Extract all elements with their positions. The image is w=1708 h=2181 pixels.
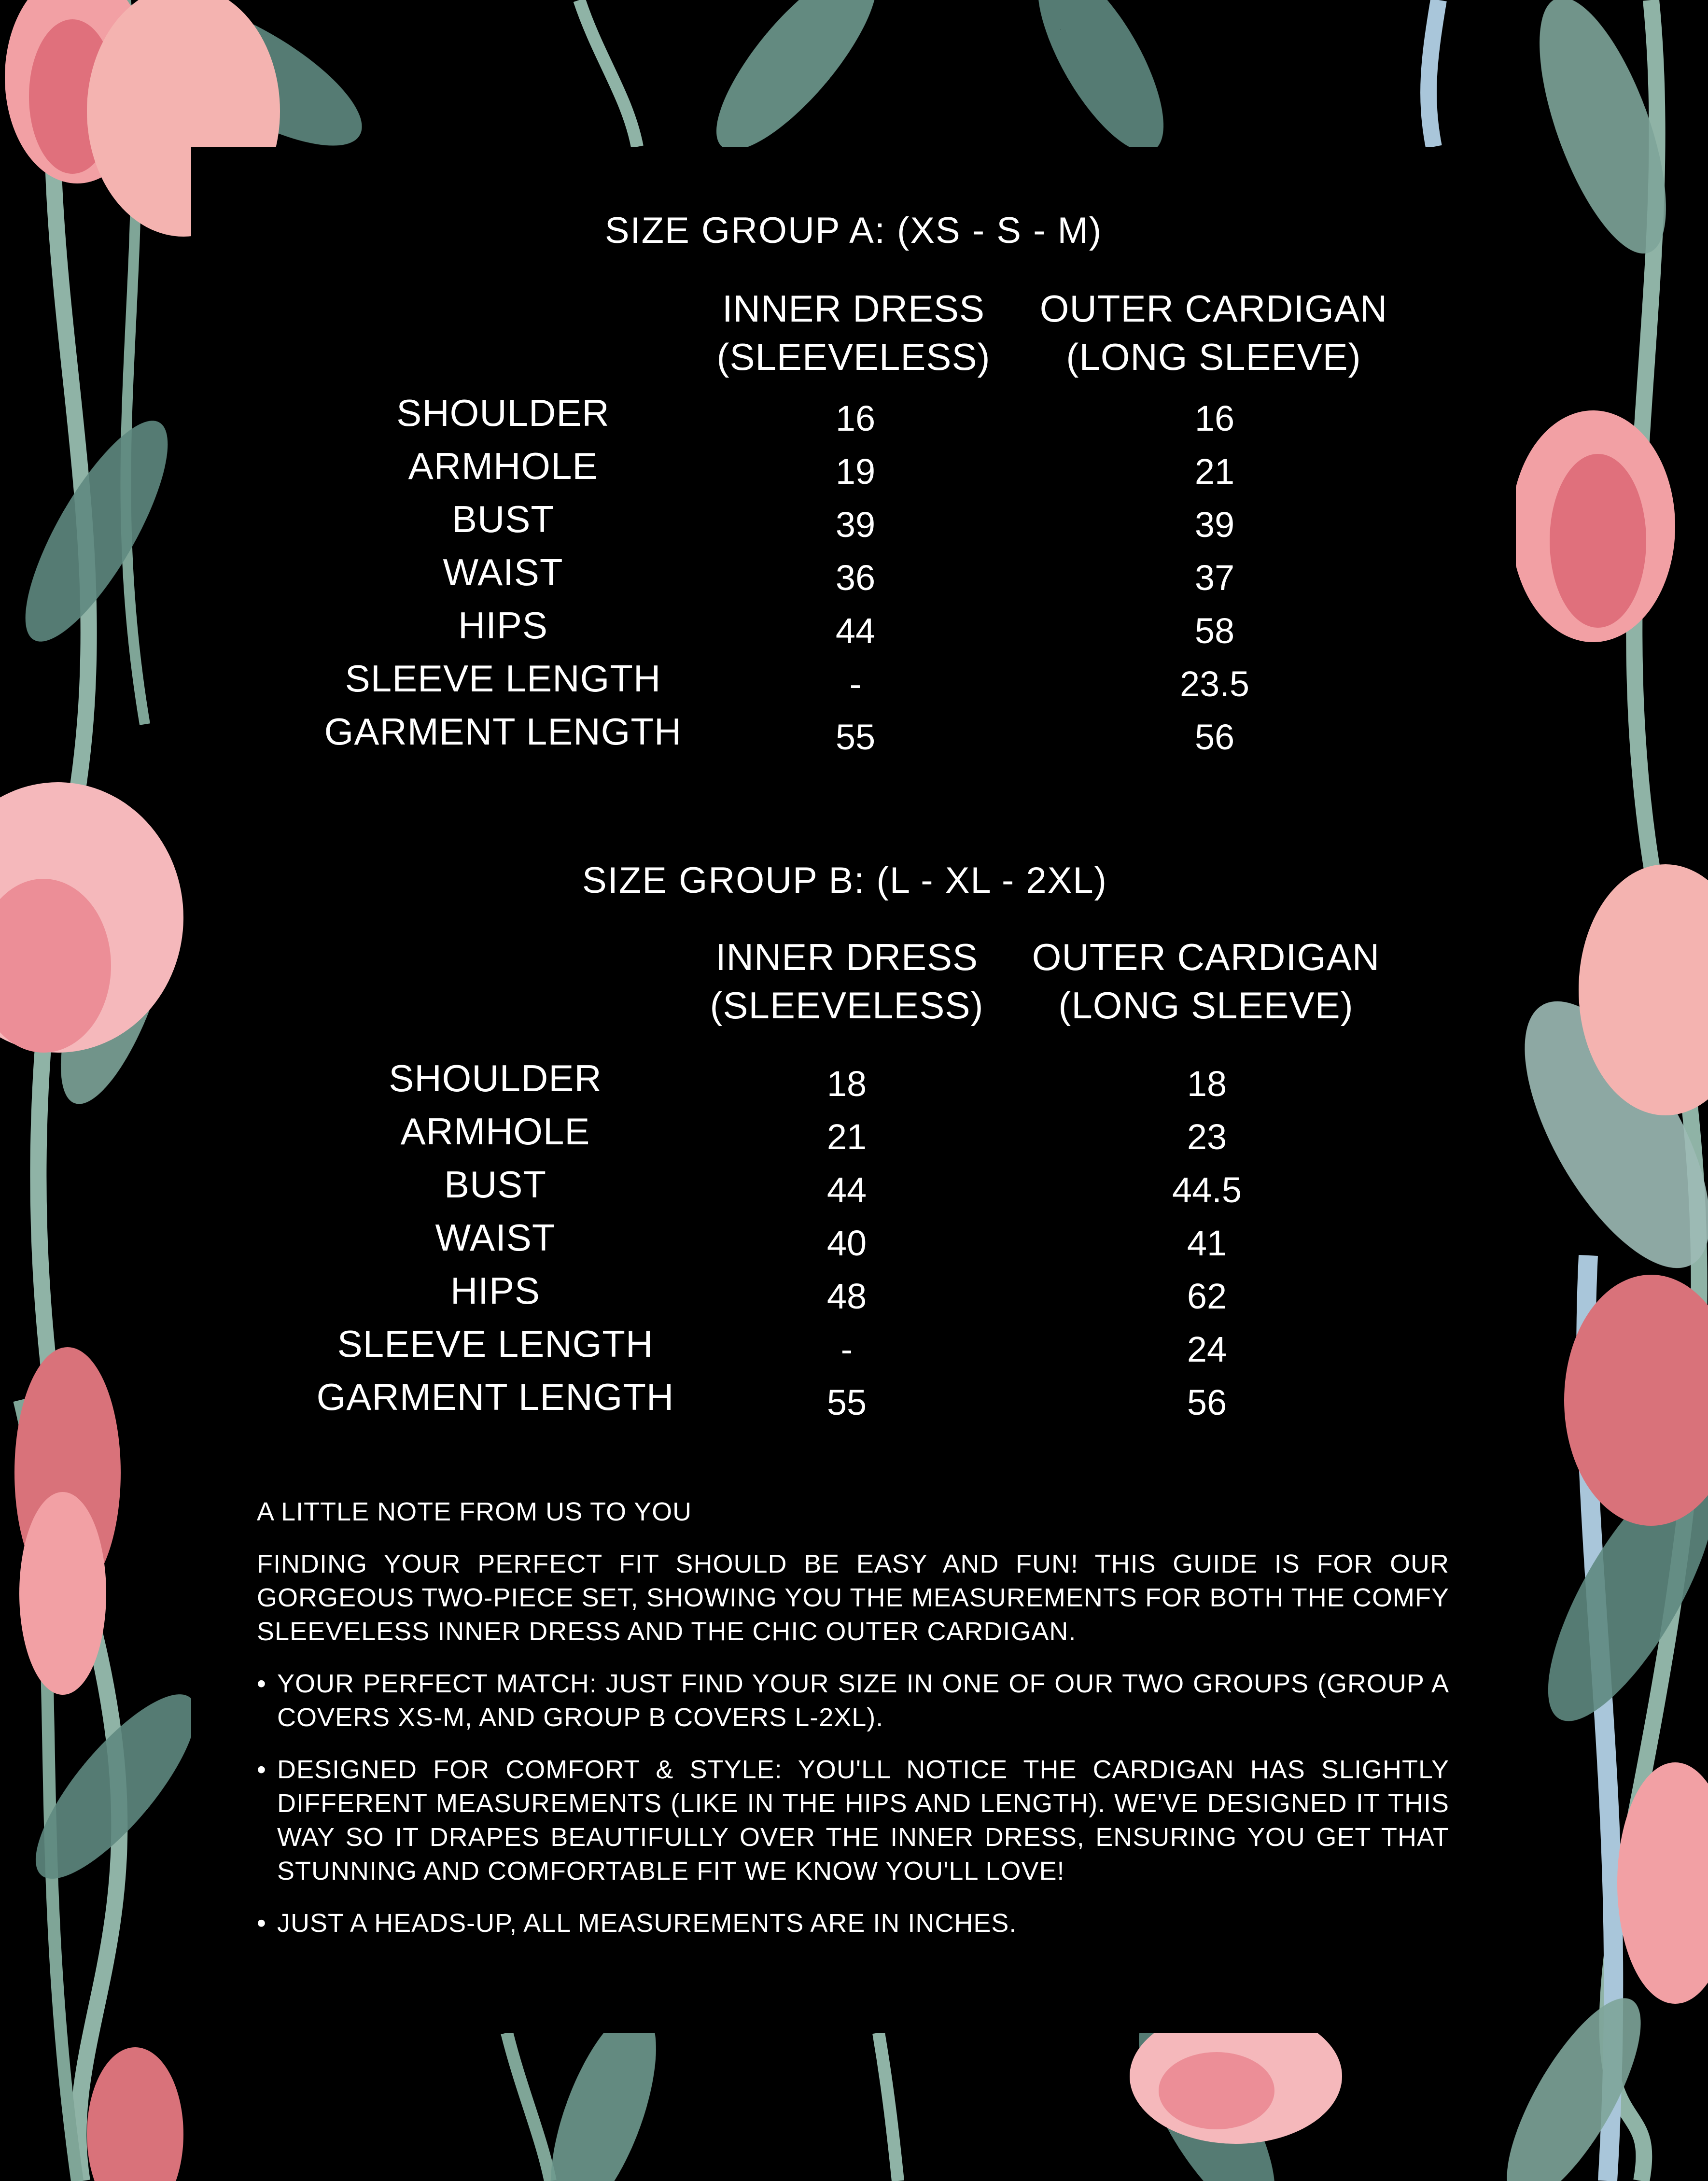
bullet-dot: • xyxy=(257,1755,266,1784)
group-a-outer-sleeve-length: 23.5 xyxy=(1179,664,1250,704)
group-b-outer-cardigan-header xyxy=(1032,933,1380,1029)
group-b-label-waist: WAIST xyxy=(435,1216,556,1259)
note-bullet-text: JUST A HEADS-UP, ALL MEASUREMENTS ARE IN INCHES. xyxy=(277,1909,1017,1938)
group-b-label-bust: BUST xyxy=(444,1163,547,1206)
group-a-inner-shoulder: 16 xyxy=(835,398,876,438)
bullet-dot: • xyxy=(257,1669,266,1698)
group-b-outer-cardigan-header-line1: OUTER CARDIGAN xyxy=(1032,936,1380,978)
group-a-outer-garment-length: 56 xyxy=(1194,717,1235,757)
note-bullet-3 xyxy=(257,1906,1449,1940)
group-a-outer-shoulder: 16 xyxy=(1194,398,1235,438)
bullet-dot: • xyxy=(257,1909,266,1938)
group-b-outer-bust: 44.5 xyxy=(1172,1170,1242,1210)
group-a-inner-dress-header-line2: (SLEEVELESS) xyxy=(716,336,991,378)
group-a-inner-bust: 39 xyxy=(835,505,876,545)
group-a-inner-garment-length: 55 xyxy=(835,717,876,757)
group-a-outer-waist: 37 xyxy=(1194,558,1235,598)
stem-top-2 xyxy=(1428,0,1439,147)
group-a-outer-cardigan-header-line1: OUTER CARDIGAN xyxy=(1039,287,1388,330)
group-a-label-armhole: ARMHOLE xyxy=(408,445,598,487)
group-b-outer-waist: 41 xyxy=(1187,1223,1227,1263)
group-b-label-garment-length: GARMENT LENGTH xyxy=(316,1376,674,1418)
group-a-label-bust: BUST xyxy=(451,498,555,540)
group-b-inner-dress-header xyxy=(710,933,984,1029)
group-b-inner-bust: 44 xyxy=(826,1170,867,1210)
size-chart-panel xyxy=(191,147,1516,2033)
group-a-outer-bust: 39 xyxy=(1194,505,1235,545)
group-b-inner-armhole: 21 xyxy=(826,1117,867,1157)
note-section xyxy=(257,1495,1449,1940)
group-b-inner-dress-header-line1: INNER DRESS xyxy=(715,936,979,978)
group-a-inner-dress-header xyxy=(717,284,991,381)
group-b-inner-sleeve-length: - xyxy=(840,1329,853,1369)
group-b-inner-shoulder: 18 xyxy=(826,1064,867,1104)
group-b-outer-hips: 62 xyxy=(1187,1276,1227,1316)
group-a-inner-waist: 36 xyxy=(835,558,876,598)
note-bullet-text: YOUR PERFECT MATCH: JUST FIND YOUR SIZE IN ONE OF OUR TWO GROUPS (GROUP A COVERS XS-M, AND GROUP B COVERS L-2XL). xyxy=(277,1669,1449,1732)
group-b-inner-dress-header-line2: (SLEEVELESS) xyxy=(710,984,984,1027)
group-a-outer-cardigan-header xyxy=(1040,284,1387,381)
group-a-inner-hips: 44 xyxy=(835,611,876,651)
group-b-label-sleeve-length: SLEEVE LENGTH xyxy=(337,1323,654,1365)
note-heading: A LITTLE NOTE FROM US TO YOU xyxy=(257,1497,692,1526)
group-b-outer-armhole: 23 xyxy=(1187,1117,1227,1157)
group-b-outer-garment-length: 56 xyxy=(1187,1382,1227,1422)
group-a-outer-armhole: 21 xyxy=(1194,451,1235,492)
group-a-inner-dress-header-line1: INNER DRESS xyxy=(722,287,985,330)
group-a-title: SIZE GROUP A: (XS - S - M) xyxy=(604,210,1103,251)
group-b-label-armhole: ARMHOLE xyxy=(400,1110,590,1153)
group-a-outer-hips: 58 xyxy=(1194,611,1235,651)
group-b-outer-cardigan-header-line2: (LONG SLEEVE) xyxy=(1058,984,1354,1027)
group-b-label-hips: HIPS xyxy=(450,1269,541,1312)
group-a-label-waist: WAIST xyxy=(443,551,563,593)
group-b-inner-hips: 48 xyxy=(826,1276,867,1316)
note-intro: FINDING YOUR PERFECT FIT SHOULD BE EASY AND FUN! THIS GUIDE IS FOR OUR GORGEOUS TWO-PIECE SET, SHOWING YOU THE MEASUREMENTS FOR BOTH THE COMFY SLEEVELESS INNER DRESS AND THE CHIC OUTER CARDIGAN. xyxy=(257,1549,1449,1646)
group-a-inner-sleeve-length: - xyxy=(849,664,862,704)
group-b-inner-garment-length: 55 xyxy=(826,1382,867,1422)
group-b-label-shoulder: SHOULDER xyxy=(389,1057,602,1099)
group-b-inner-waist: 40 xyxy=(826,1223,867,1263)
group-b-title: SIZE GROUP B: (L - XL - 2XL) xyxy=(582,860,1107,901)
group-a-label-shoulder: SHOULDER xyxy=(396,392,610,434)
group-b-outer-sleeve-length: 24 xyxy=(1187,1329,1227,1369)
group-a-label-sleeve-length: SLEEVE LENGTH xyxy=(345,657,661,700)
note-bullet-text: DESIGNED FOR COMFORT & STYLE: YOU'LL NOTICE THE CARDIGAN HAS SLIGHTLY DIFFERENT MEASUREMENTS (LIKE IN THE HIPS AND LENGTH). WE'VE DESIGNED IT THIS WAY SO IT DRAPES BEAUTIFULLY OVER THE INNER DRESS, ENSURING YOU GET THAT STUNNING AND COMFORTABLE FIT WE KNOW YOU'LL LOVE! xyxy=(277,1755,1449,1886)
note-bullet-2 xyxy=(257,1753,1449,1888)
note-bullet-1 xyxy=(257,1667,1449,1734)
group-a-outer-cardigan-header-line2: (LONG SLEEVE) xyxy=(1066,336,1361,378)
group-a-inner-armhole: 19 xyxy=(835,451,876,492)
group-a-label-garment-length: GARMENT LENGTH xyxy=(324,710,682,753)
group-b-outer-shoulder: 18 xyxy=(1187,1064,1227,1104)
group-a-label-hips: HIPS xyxy=(458,604,548,647)
